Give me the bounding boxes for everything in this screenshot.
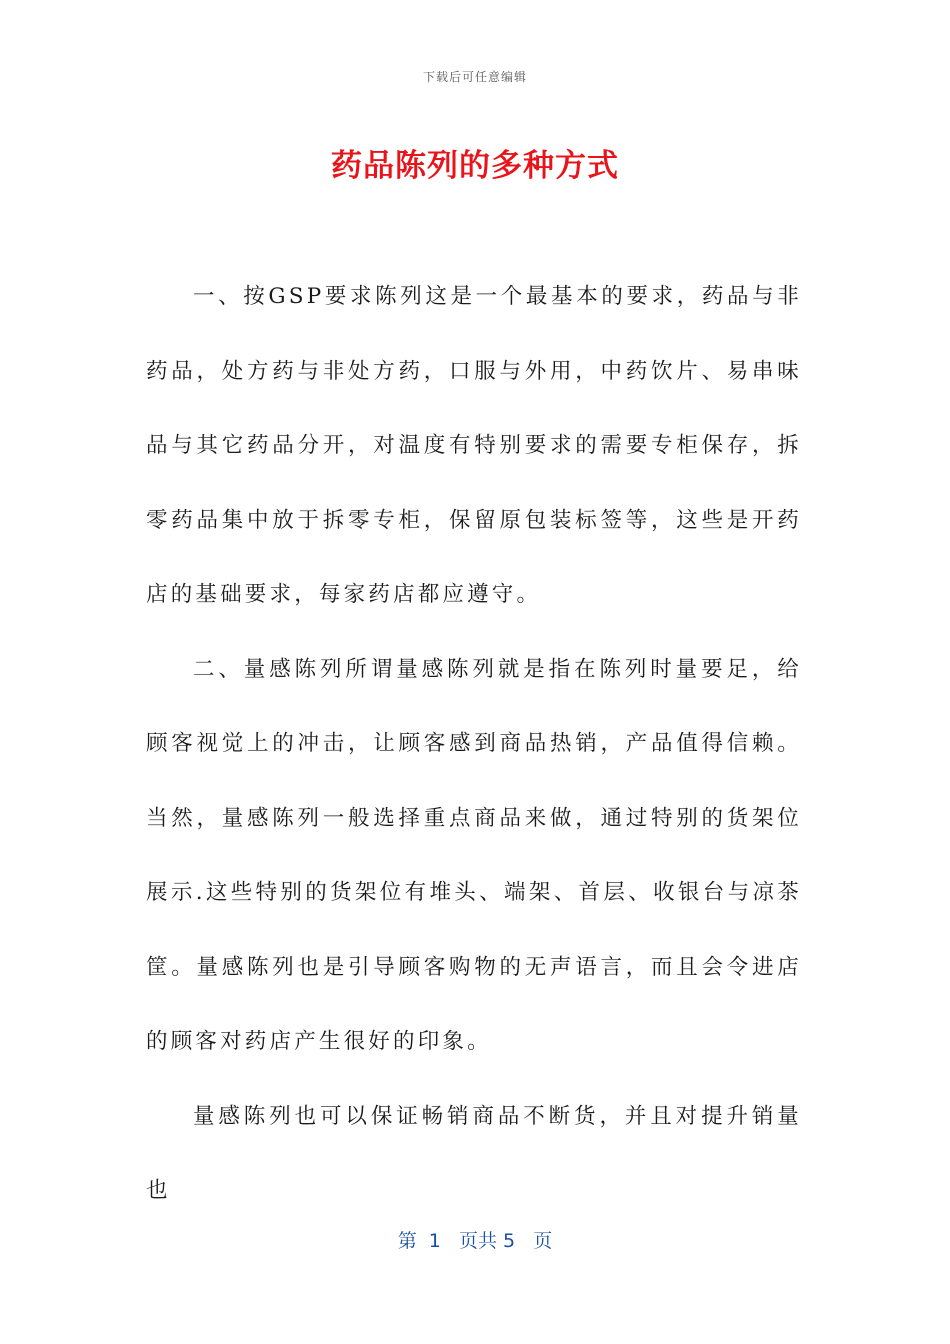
paragraph-1: 一、按GSP要求陈列这是一个最基本的要求，药品与非药品，处方药与非处方药，口服与外用，中药饮片、易串味品与其它药品分开，对温度有特别要求的需要专柜保存，拆零药品集中放于拆零专柜，保留原包装标签等，这些是开药店的基础要求，每家药店都应遵守。	[146, 284, 802, 607]
document-title: 药品陈列的多种方式	[331, 148, 619, 184]
header-note: 下载后可任意编辑	[422, 70, 527, 84]
paragraph-2: 二、量感陈列所谓量感陈列就是指在陈列时量要足，给顾客视觉上的冲击，让顾客感到商品热销，产品值得信赖。当然，量感陈列一般选择重点商品来做，通过特别的货架位展示.这些特别的货架位有堆头、端架、首层、收银台与凉茶筐。量感陈列也是引导顾客购物的无声语言，而且会令进店的顾客对药店产生很好的印象。	[146, 656, 802, 1054]
paragraph-3: 量感陈列也可以保证畅销商品不断货，并且对提升销量也	[146, 1103, 802, 1203]
page-footer: 第 1 页共 5 页	[397, 1230, 553, 1252]
document-body	[146, 260, 802, 1229]
